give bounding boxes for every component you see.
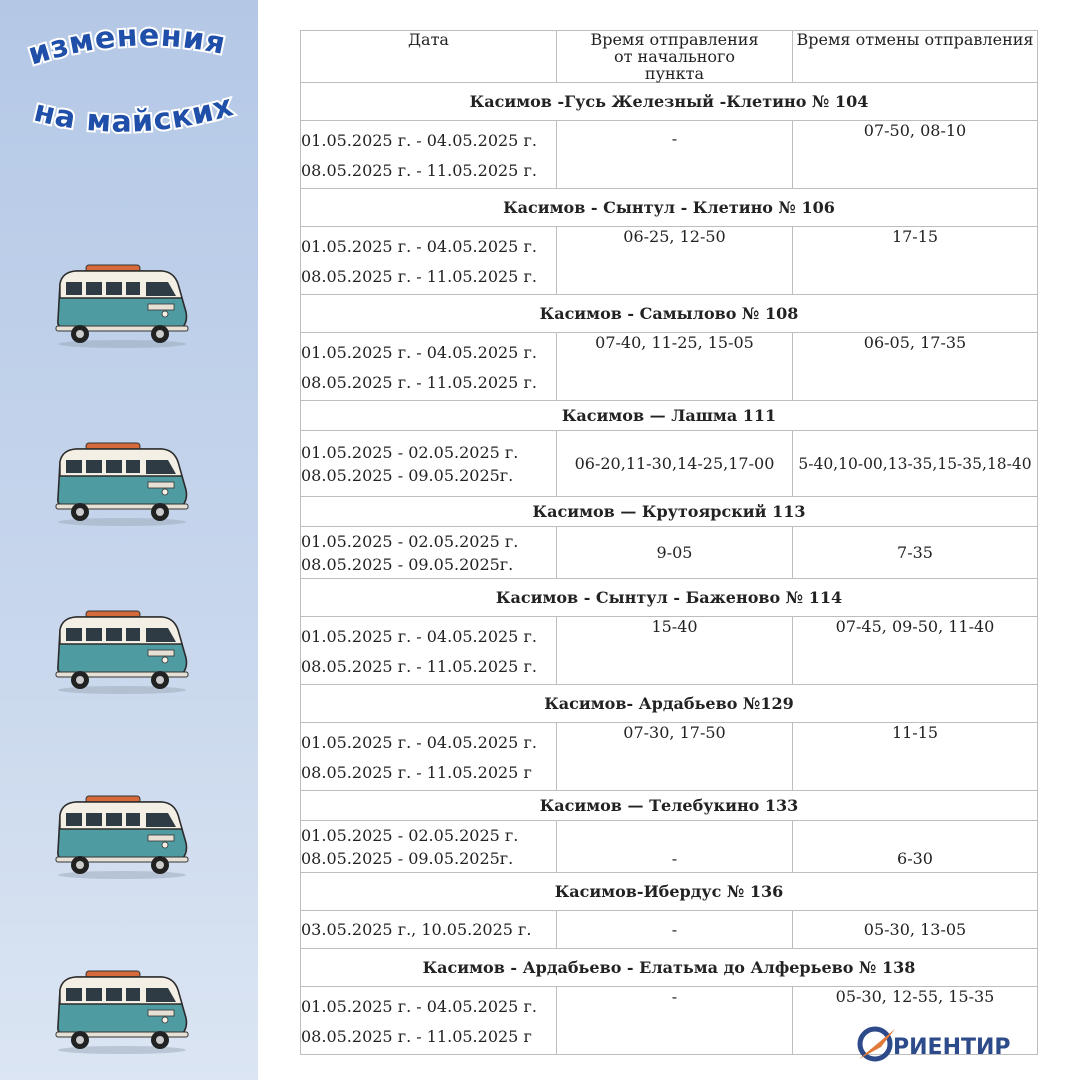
cancel-cell: 05-30, 13-05 [793,911,1038,949]
bus-illustration [50,793,195,883]
orientir-logo [855,1023,1035,1065]
date-cell: 01.05.2025 г. - 04.05.2025 г. 08.05.2025 г. - 11.05.2025 г. [301,333,557,401]
departure-cell: 06-25, 12-50 [557,227,793,295]
departure-cell: 07-30, 17-50 [557,723,793,791]
header-cancel: Время отмены отправления [793,31,1038,83]
cancel-cell: 6-30 [793,821,1038,873]
route-title: Касимов - Сынтул - Клетино № 106 [301,189,1038,227]
table-row [301,527,1038,579]
table-row [301,911,1038,949]
date-cell: 01.05.2025 г. - 04.05.2025 г. 08.05.2025 г. - 11.05.2025 г. [301,227,557,295]
bus-illustration [50,440,195,530]
departure-cell: - [557,121,793,189]
route-title: Касимов — Лашма 111 [301,401,1038,431]
bus-illustration [50,968,195,1058]
schedule-table [300,30,1038,1055]
route-title: Касимов — Крутоярский 113 [301,497,1038,527]
departure-cell: 9-05 [557,527,793,579]
title-line-1: изменения [24,18,230,73]
cancel-cell: 05-30, 12-55, 15-35 [793,987,1038,1055]
departure-cell: 07-40, 11-25, 15-05 [557,333,793,401]
table-row [301,723,1038,791]
table-row [301,121,1038,189]
date-cell: 01.05.2025 - 02.05.2025 г. 08.05.2025 - 09.05.2025г. [301,527,557,579]
cancel-cell: 11-15 [793,723,1038,791]
cancel-cell: 7-35 [793,527,1038,579]
bus-illustration [50,608,195,698]
route-title: Касимов-Ибердус № 136 [301,873,1038,911]
cancel-cell: 17-15 [793,227,1038,295]
departure-cell: 06-20,11-30,14-25,17-00 [557,431,793,497]
date-cell: 01.05.2025 - 02.05.2025 г. 08.05.2025 - 09.05.2025г. [301,431,557,497]
svg-text:на майских [31,88,238,140]
route-title: Касимов - Самылово № 108 [301,295,1038,333]
sidebar-decoration [0,0,258,1080]
departure-cell: - [557,987,793,1055]
cancel-cell: 5-40,10-00,13-35,15-35,18-40 [793,431,1038,497]
table-row [301,333,1038,401]
date-cell: 03.05.2025 г., 10.05.2025 г. [301,911,557,949]
table-row [301,227,1038,295]
table-header-row [301,31,1038,83]
date-cell: 01.05.2025 г. - 04.05.2025 г. 08.05.2025 г. - 11.05.2025 г [301,723,557,791]
table-row [301,821,1038,873]
svg-text:изменения [24,18,229,72]
route-title: Касимов- Ардабьево №129 [301,685,1038,723]
date-cell: 01.05.2025 г. - 04.05.2025 г. 08.05.2025 г. - 11.05.2025 г [301,987,557,1055]
departure-cell: - [557,821,793,873]
title-graphic [0,0,258,160]
header-date: Дата [301,31,557,83]
date-cell: 01.05.2025 - 02.05.2025 г. 08.05.2025 - 09.05.2025г. [301,821,557,873]
cancel-cell: 06-05, 17-35 [793,333,1038,401]
departure-cell: - [557,911,793,949]
route-title: Касимов — Телебукино 133 [301,791,1038,821]
route-title: Касимов - Ардабьево - Елатьма до Алферьево № 138 [301,949,1038,987]
table-row [301,617,1038,685]
bus-illustration [50,262,195,352]
departure-cell: 15-40 [557,617,793,685]
date-cell: 01.05.2025 г. - 04.05.2025 г. 08.05.2025 г. - 11.05.2025 г. [301,617,557,685]
header-departure: Время отправления от начального пункта [557,31,793,83]
route-title: Касимов -Гусь Железный -Клетино № 104 [301,83,1038,121]
cancel-cell: 07-45, 09-50, 11-40 [793,617,1038,685]
table-row [301,431,1038,497]
route-title: Касимов - Сынтул - Баженово № 114 [301,579,1038,617]
cancel-cell: 07-50, 08-10 [793,121,1038,189]
title-line-2: на майских [30,88,238,140]
logo-text: РИЕНТИР [893,1035,1011,1060]
date-cell: 01.05.2025 г. - 04.05.2025 г. 08.05.2025 г. - 11.05.2025 г. [301,121,557,189]
